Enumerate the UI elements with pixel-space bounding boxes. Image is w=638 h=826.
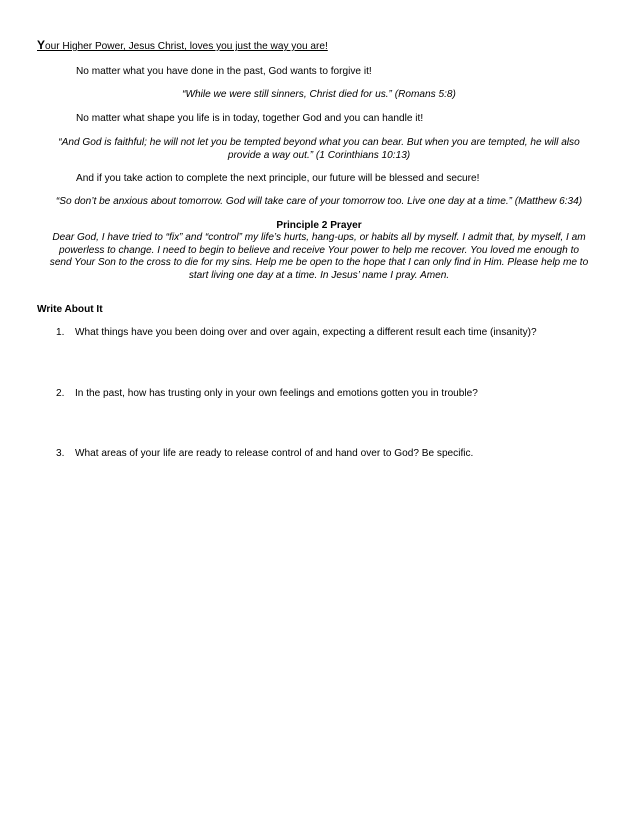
question-number: 1. <box>56 327 65 338</box>
prayer-line: powerless to change. I need to begin to believe and receive Your power to help me recover. You loved me enough to <box>59 244 579 256</box>
corinthians-quote-line: provide a way out.” (1 Corinthians 10:13) <box>227 149 411 161</box>
write-about-it-title: Write About It <box>37 304 103 315</box>
question-item <box>56 388 478 401</box>
question-text: In the past, how has trusting only in your own feelings and emotions gotten you in trouble? <box>75 388 478 399</box>
forgiveness-statement: No matter what you have done in the past, God wants to forgive it! <box>76 66 372 77</box>
matthew-quote: “So don’t be anxious about tomorrow. God will take care of your tomorrow too. Live one day at a time.” (Matthew 6:34) <box>55 196 583 207</box>
heading-initial: Y <box>37 38 46 52</box>
prayer-title: Principle 2 Prayer <box>276 220 362 231</box>
question-text: What things have you been doing over and over again, expecting a different result each time (insanity)? <box>75 327 537 338</box>
question-item <box>56 327 537 340</box>
prayer-text <box>37 232 601 282</box>
question-number: 2. <box>56 388 65 399</box>
romans-quote: “While we were still sinners, Christ died for us.” (Romans 5:8) <box>182 89 456 100</box>
question-text: What areas of your life are ready to release control of and hand over to God? Be specific. <box>75 448 474 459</box>
question-item <box>56 448 473 461</box>
corinthians-quote-line: “And God is faithful; he will not let you be tempted beyond what you can bear. But when you are tempted, he will also <box>58 137 580 148</box>
prayer-line: start living one day at a time. In Jesus’ name I pray. Amen. <box>188 269 450 281</box>
action-statement: And if you take action to complete the next principle, our future will be blessed and secure! <box>76 173 480 184</box>
corinthians-quote <box>37 137 601 162</box>
heading-text: our Higher Power, Jesus Christ, loves you just the way you are! <box>45 41 328 52</box>
handle-it-statement: No matter what shape you life is in today, together God and you can handle it! <box>76 113 424 124</box>
prayer-line: send Your Son to the cross to die for my sins. Help me be open to the hope that I can only find in Him. Please help me to <box>49 257 589 269</box>
question-number: 3. <box>56 448 65 459</box>
prayer-line: Dear God, I have tried to “fix” and “control” my life’s hurts, hang-ups, or habits all by myself. I admit that, by myself, I am <box>52 232 586 243</box>
page-heading <box>37 39 328 54</box>
